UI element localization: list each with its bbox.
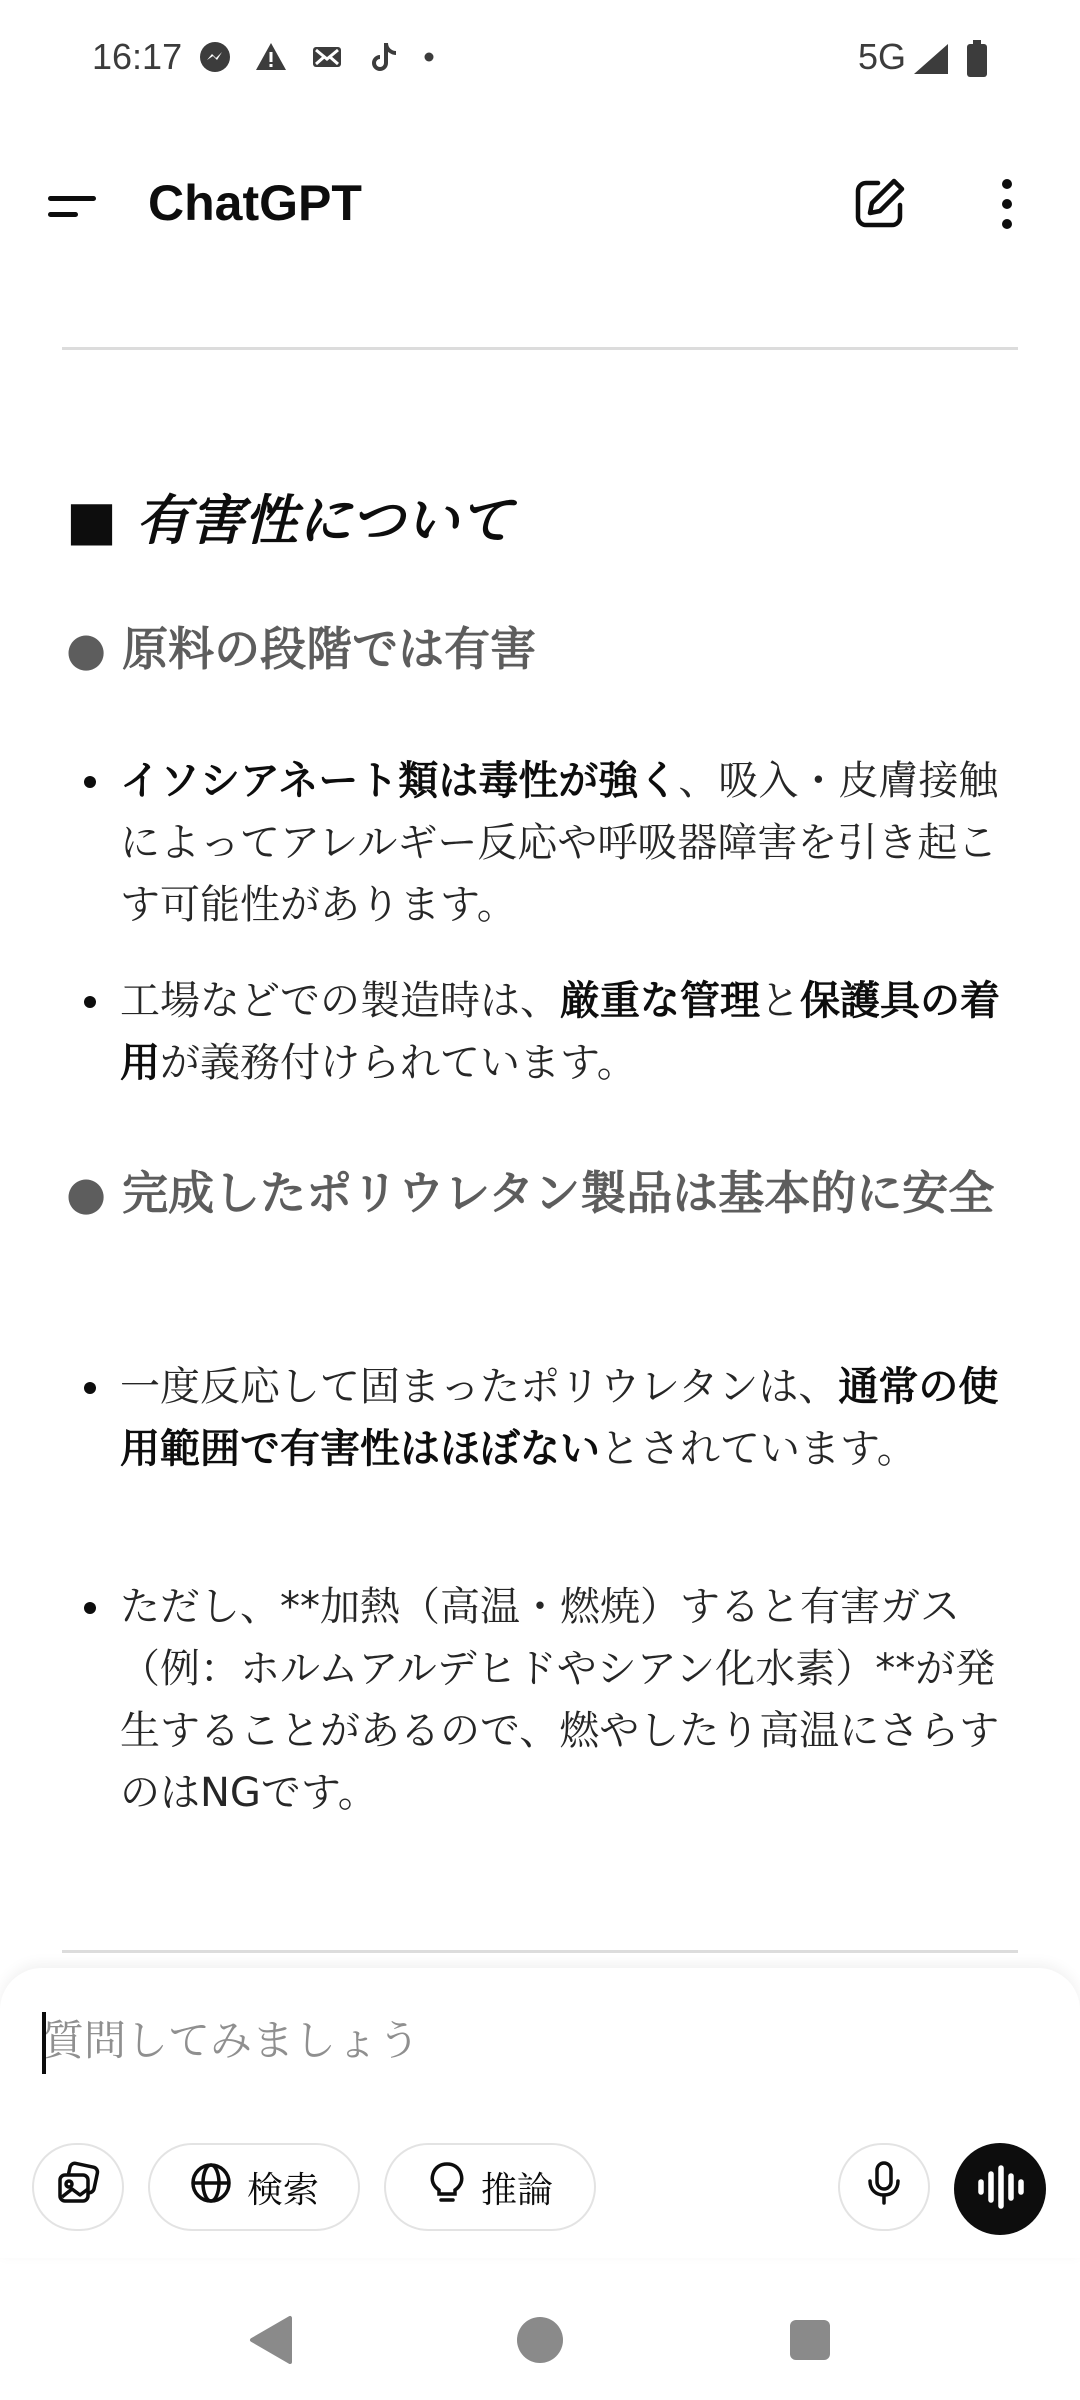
new-chat-icon[interactable] [852,175,908,231]
bullet-text: 工場などでの製造時は、 [120,978,560,1024]
subsection-heading: ● 完成したポリウレタン製品は基本的に安全 [66,1166,995,1220]
voice-mode-button[interactable] [954,2143,1046,2235]
voice-waveform-icon [975,2164,1025,2214]
network-type: 5G [858,36,907,77]
alert-icon [254,40,288,80]
globe-icon [189,2161,233,2214]
list-item [120,970,1000,1094]
dictate-button[interactable] [838,2143,930,2231]
reason-button[interactable] [384,2143,596,2231]
bullet-text: と [760,978,800,1024]
recents-icon[interactable] [780,2310,840,2370]
app-title: ChatGPT [148,175,362,231]
bullet-text: とされています。 [600,1426,917,1472]
signal-icon [912,42,950,80]
tiktok-icon [366,40,400,80]
status-bar [0,0,1080,120]
more-options-icon[interactable] [990,176,1024,232]
bold-text: 保護具の着用 [120,978,1000,1086]
image-gallery-icon [54,2159,102,2216]
search-label: 検索 [246,2169,319,2211]
mail-icon [310,40,344,80]
home-icon[interactable] [510,2310,570,2370]
text-caret [42,2012,46,2074]
bold-text: 通常の使用範囲で有害性はほぼない [120,1364,999,1472]
bullet-text: 一度反応して固まったポリウレタンは、 [120,1364,839,1410]
microphone-icon [866,2160,902,2215]
bold-text: 厳重な管理 [560,978,760,1024]
message-input[interactable] [40,2004,944,2076]
bottom-divider [62,1950,1018,1953]
battery-icon [966,40,988,82]
list-item [120,1356,1000,1480]
section-title: ■ 有害性について [66,489,513,552]
bullet-text: が義務付けられています。 [160,1040,637,1086]
list-item [120,750,1000,936]
bullet-text: 、吸入・皮膚接触によってアレルギー反応や呼吸器障害を引き起こす可能性があります。 [120,758,999,928]
attach-image-button[interactable] [32,2143,124,2231]
bold-text: イソシアネート類は毒性が強く [120,758,679,804]
top-divider [62,347,1018,350]
bullet-text: ただし、**加熱（高温・燃焼）すると有害ガス（例：ホルムアルデヒドやシアン化水素）**が発生することがあるので、燃やしたり高温にさらすのはNGです。 [120,1584,1000,1816]
messenger-icon [198,40,232,80]
subsection-heading: ● 原料の段階では有害 [66,622,537,676]
system-nav-bar [0,2270,1080,2400]
lightbulb-icon [427,2160,467,2215]
composer [0,1968,1080,2258]
status-time: 16:17 [92,36,183,77]
menu-icon[interactable] [48,190,98,224]
back-icon[interactable] [240,2310,300,2370]
list-item [120,1576,1000,1824]
dot-icon [422,40,436,80]
search-button[interactable] [148,2143,360,2231]
app-header [0,150,1080,260]
notification-icons [198,40,436,80]
reason-label: 推論 [480,2169,553,2211]
